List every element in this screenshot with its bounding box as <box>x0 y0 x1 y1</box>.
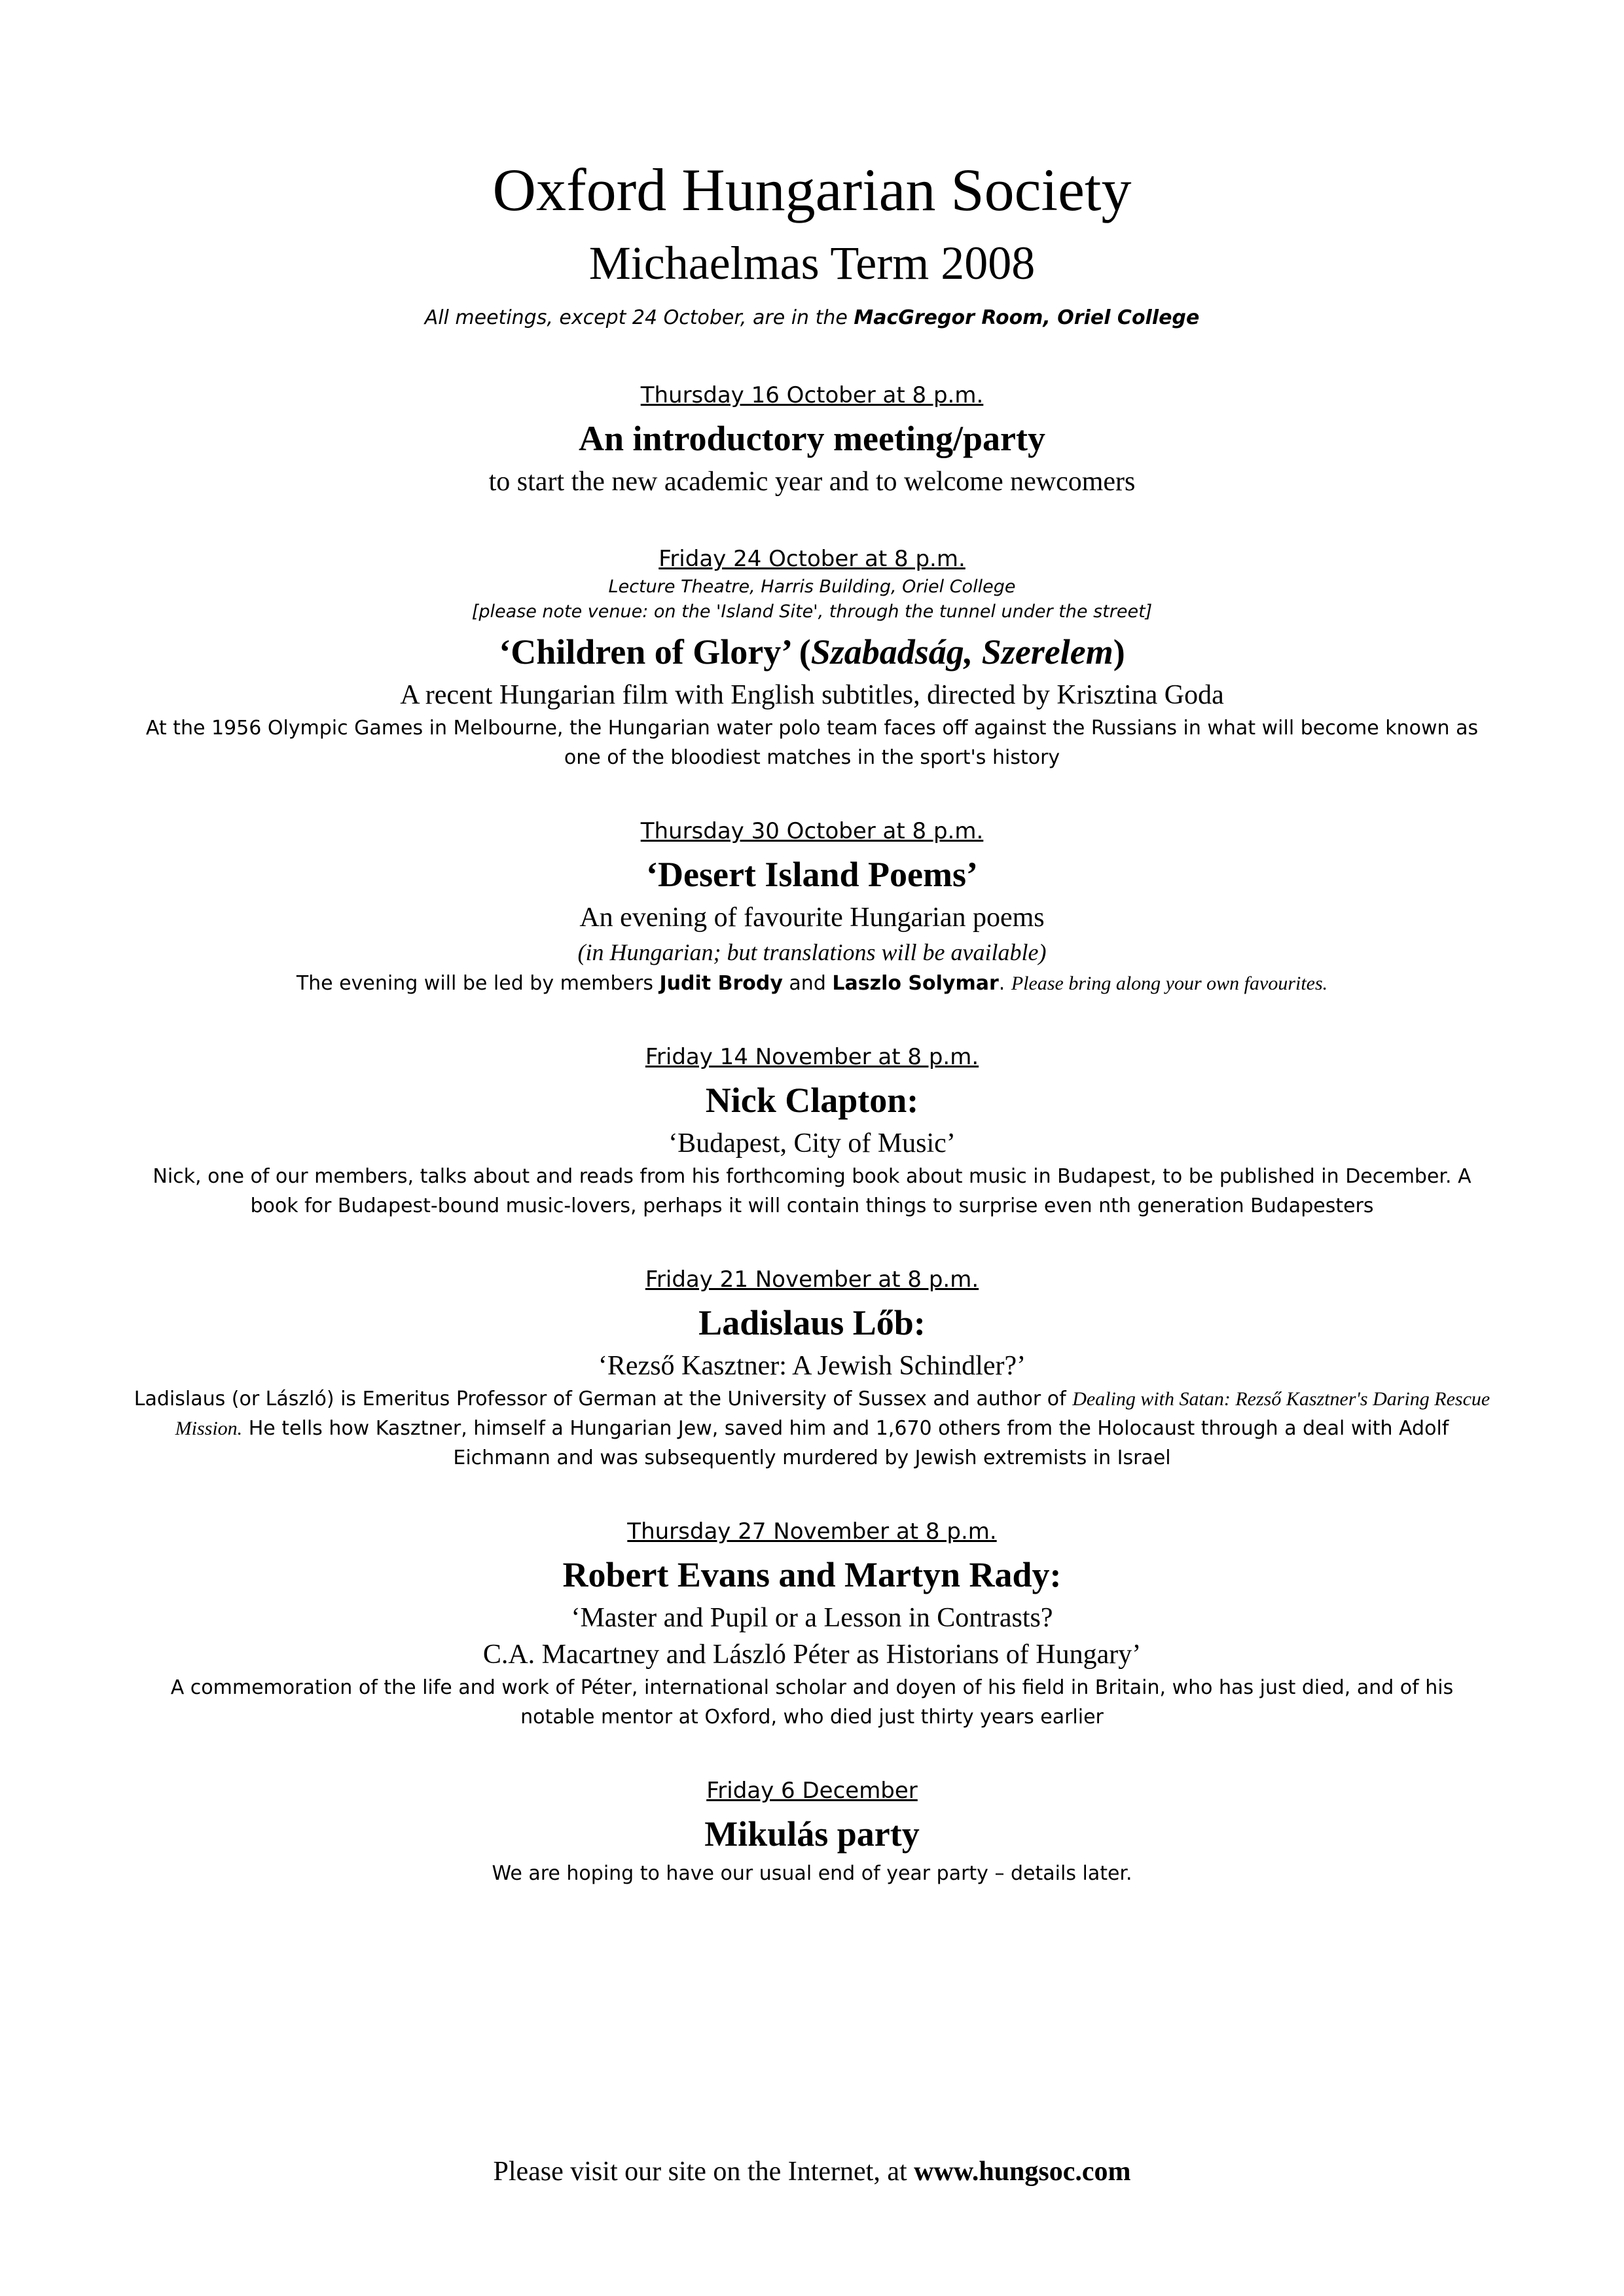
event-description: We are hoping to have our usual end of year party – details later. <box>492 1862 1132 1885</box>
term-title: Michaelmas Term 2008 <box>588 237 1036 289</box>
event-lob <box>131 1264 1493 1473</box>
event-film <box>131 543 1493 772</box>
event-title-main: ‘Children of Glory’ ( <box>499 632 811 672</box>
event-title <box>131 627 1493 677</box>
event-title: Mikulás party <box>704 1814 920 1854</box>
desc-dot: . <box>998 972 1011 995</box>
event-title: Nick Clapton: <box>705 1081 919 1120</box>
event-clapton <box>131 1041 1493 1221</box>
event-description <box>131 969 1493 998</box>
venue-note-prefix: All meetings, except 24 October, are in the <box>424 306 854 329</box>
event-description <box>131 1384 1493 1473</box>
footer-prefix: Please visit our site on the Internet, at <box>493 2157 914 2187</box>
event-subtitle-line2: C.A. Macartney and László Péter as Historians of Hungary’ <box>482 1640 1142 1670</box>
desc-name1: Judit Brody <box>659 972 783 995</box>
event-introductory <box>131 380 1493 500</box>
desc-name2: Laszlo Solymar <box>832 972 999 995</box>
event-subtitle: An evening of favourite Hungarian poems <box>579 903 1045 933</box>
venue-note-venue: MacGregor Room, Oriel College <box>854 306 1200 329</box>
event-place-line2: [please note venue: on the 'Island Site', through the tunnel under the street] <box>471 601 1153 622</box>
desc-italic: Dealing with Satan: Rezső Kasztner's Daring Rescue Mission. <box>175 1388 1490 1439</box>
event-title-italic: Szabadság, Szerelem <box>810 632 1113 672</box>
header <box>0 151 1624 332</box>
desc-prefix: The evening will be led by members <box>296 972 660 995</box>
event-title-end: ) <box>1113 632 1125 672</box>
event-subtitle-line1: ‘Master and Pupil or a Lesson in Contrasts? <box>571 1603 1053 1633</box>
event-title: ‘Desert Island Poems’ <box>646 855 978 894</box>
event-date: Thursday 30 October at 8 p.m. <box>640 818 984 844</box>
event-date: Thursday 16 October at 8 p.m. <box>640 382 984 408</box>
website-link[interactable]: www.hungsoc.com <box>914 2157 1131 2187</box>
event-subtitle: to start the new academic year and to welcome newcomers <box>488 467 1136 497</box>
event-poems <box>131 816 1493 998</box>
footer <box>0 2152 1624 2191</box>
event-mikulas <box>131 1775 1493 1888</box>
event-date: Friday 6 December <box>706 1778 918 1804</box>
event-date: Friday 21 November at 8 p.m. <box>645 1266 979 1293</box>
event-description: A commemoration of the life and work of Péter, international scholar and doyen of his field in Britain, who has just died, and of his notable mentor at Oxford, who died just thirty years earlier <box>170 1676 1454 1729</box>
event-list <box>131 380 1493 1931</box>
event-subtitle: A recent Hungarian film with English subtitles, directed by Krisztina Goda <box>400 680 1224 710</box>
event-date: Friday 14 November at 8 p.m. <box>645 1044 979 1070</box>
venue-note <box>0 304 1624 332</box>
event-title: Robert Evans and Martyn Rady: <box>562 1555 1062 1594</box>
event-description: At the 1956 Olympic Games in Melbourne, the Hungarian water polo team faces off against the Russians in what will become known as one of the bloodiest matches in the sport's history <box>145 717 1479 769</box>
event-title: Ladislaus Lőb: <box>698 1303 926 1342</box>
event-date: Friday 24 October at 8 p.m. <box>659 546 965 572</box>
event-title: An introductory meeting/party <box>579 419 1045 458</box>
event-evans-rady <box>131 1516 1493 1732</box>
event-place-line1: Lecture Theatre, Harris Building, Oriel College <box>608 577 1016 597</box>
desc-italic: Please bring along your own favourites. <box>1011 973 1328 994</box>
event-subtitle: ‘Rezső Kasztner: A Jewish Schindler?’ <box>598 1351 1026 1381</box>
event-date: Thursday 27 November at 8 p.m. <box>627 1518 997 1545</box>
desc-and: and <box>782 972 833 995</box>
event-subtitle: ‘Budapest, City of Music’ <box>668 1128 956 1158</box>
event-description: Nick, one of our members, talks about and reads from his forthcoming book about music in Budapest, to be published in December. A book for Budapest-bound music-lovers, perhaps it will contain things to surprise even nth generation Budapesters <box>153 1165 1471 1217</box>
desc-suffix: He tells how Kasztner, himself a Hungarian Jew, saved him and 1,670 others from the Holocaust through a deal with Adolf Eichmann and was subsequently murdered by Jewish extremists in Israel <box>242 1417 1449 1469</box>
event-subtitle-italic: (in Hungarian; but translations will be available) <box>577 939 1047 965</box>
desc-prefix: Ladislaus (or László) is Emeritus Professor of German at the University of Sussex and author of <box>134 1388 1073 1410</box>
society-title: Oxford Hungarian Society <box>492 156 1132 223</box>
